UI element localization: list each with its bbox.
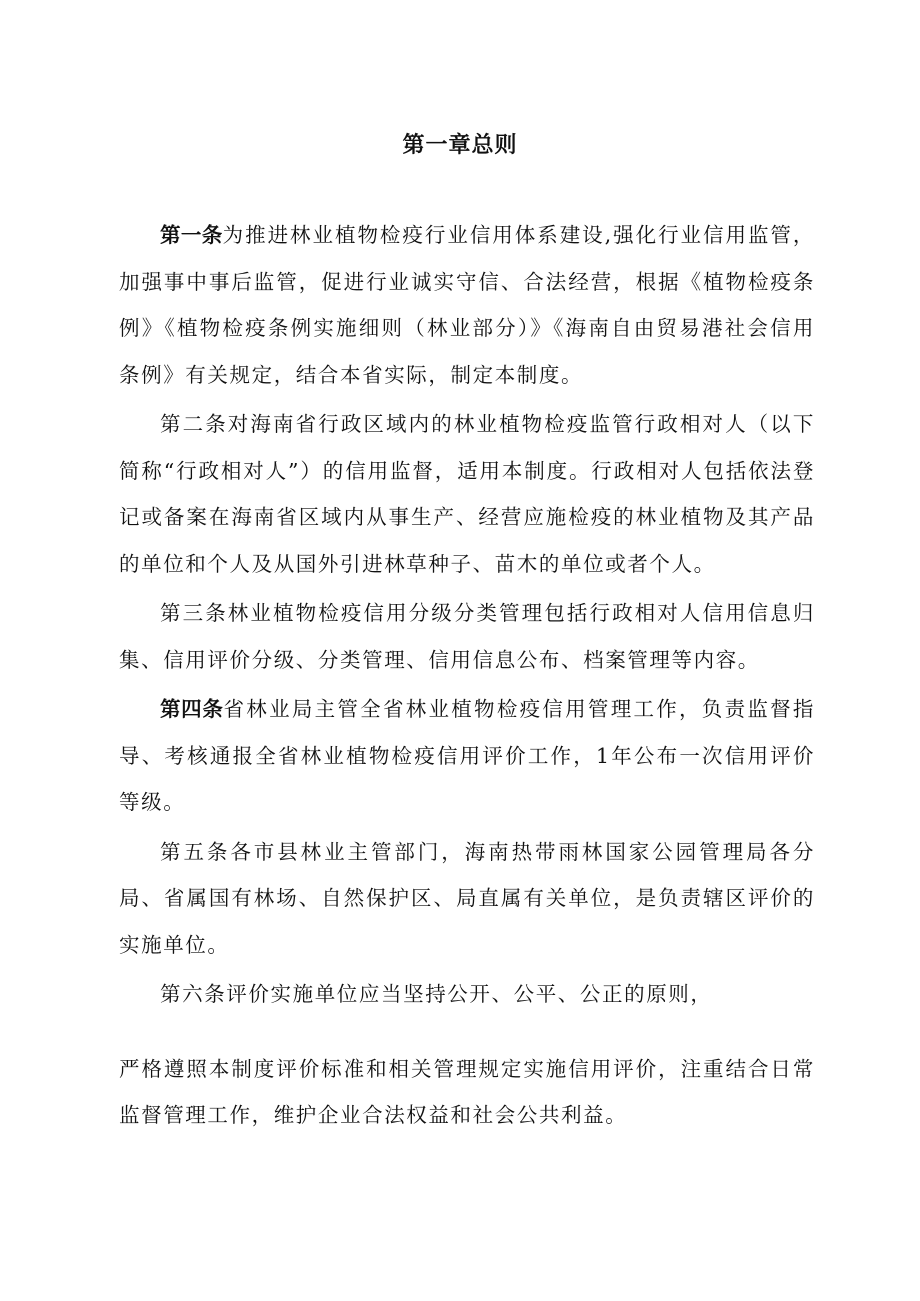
article-6-text: 第六条评价实施单位应当坚持公开、公平、公正的原则， <box>160 982 713 1006</box>
article-3 <box>119 590 815 683</box>
article-4-text: 省林业局主管全省林业植物检疫信用管理工作，负责监督指导、考核通报全省林业植物检疫信用评价工作，1年公布一次信用评价等级。 <box>119 697 815 814</box>
document-body <box>119 212 815 1142</box>
article-5 <box>119 829 815 969</box>
article-3-text: 第三条林业植物检疫信用分级分类管理包括行政相对人信用信息归集、信用评价分级、分类管理、信用信息公布、档案管理等内容。 <box>119 601 815 672</box>
article-1 <box>119 212 815 398</box>
article-2 <box>119 401 815 587</box>
article-4-label: 第四条 <box>160 697 224 721</box>
article-6-continued <box>119 1046 815 1139</box>
article-1-label: 第一条 <box>160 223 223 247</box>
article-2-text: 第二条对海南省行政区域内的林业植物检疫监管行政相对人（以下简称“行政相对人”）的信用监督，适用本制度。行政相对人包括依法登记或备案在海南省区域内从事生产、经营应施检疫的林业植物及其产品的单位和个人及从国外引进林草种子、苗木的单位或者个人。 <box>119 412 815 576</box>
article-1-text: 为推进林业植物检疫行业信用体系建设,强化行业信用监管，加强事中事后监管，促进行业诚实守信、合法经营，根据《植物检疫条例》《植物检疫条例实施细则（林业部分）》《海南自由贸易港社会信用条例》有关规定，结合本省实际，制定本制度。 <box>119 223 816 387</box>
article-5-text: 第五条各市县林业主管部门，海南热带雨林国家公园管理局各分局、省属国有林场、自然保护区、局直属有关单位，是负责辖区评价的实施单位。 <box>119 839 815 957</box>
article-4 <box>119 686 815 826</box>
article-6-start <box>119 971 815 1018</box>
article-6-continued-text: 严格遵照本制度评价标准和相关管理规定实施信用评价，注重结合日常监督管理工作，维护企业合法权益和社会公共利益。 <box>119 1056 815 1127</box>
chapter-title: 第一章总则 <box>402 133 518 158</box>
